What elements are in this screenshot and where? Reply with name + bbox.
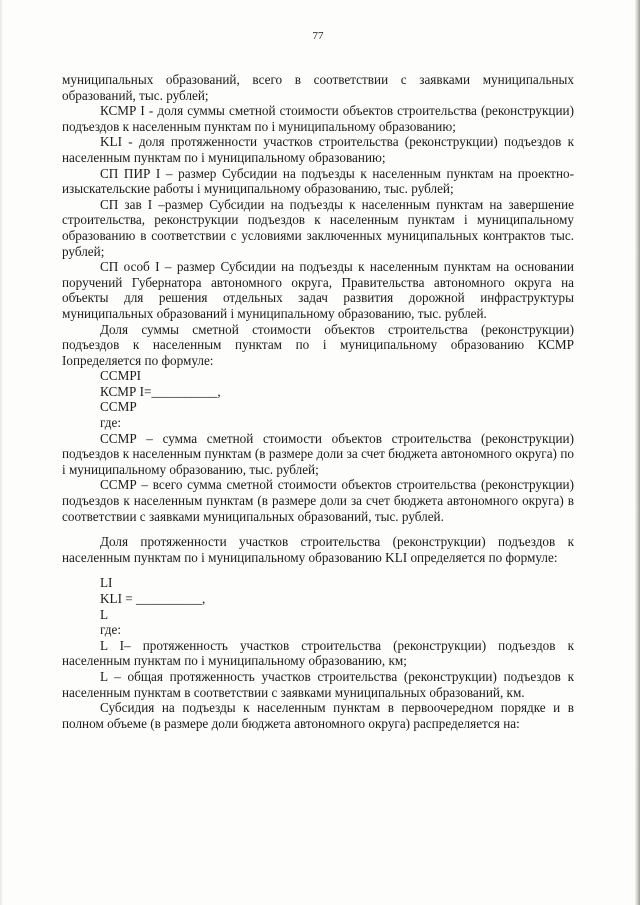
- formula-ksmr: [62, 368, 574, 430]
- definition-ssmr-i: ССМР – сумма сметной стоимости объектов строительства (реконструкции) подъездов к населенным пунктам (в размере доли за счет бюджета автономного округа) по i муниципальному образованию, тыс. рублей;: [62, 430, 574, 477]
- formula-intro-ksmr: Доля суммы сметной стоимости объектов строительства (реконструкции) подъездов к населенным пунктам по i муниципальному образованию КСМР Iопределяется по формуле:: [62, 321, 574, 368]
- spacer: [62, 524, 574, 534]
- definition-ksmr: КСМР I - доля суммы сметной стоимости объектов строительства (реконструкции) подъездов к населенным пунктам по i муниципальному образованию;: [62, 103, 574, 134]
- subsidy-distribution-intro: Субсидия на подъезды к населенным пунктам в первоочередном порядке и в полном объеме (в размере доли бюджета автономного округа) распределяется на:: [62, 700, 574, 731]
- page-number: 77: [312, 30, 324, 42]
- definition-l: L – общая протяженность участков строительства (реконструкции) подъездов к населенным пунктам в соответствии с заявками муниципальных образований, км.: [62, 668, 574, 700]
- definition-sp-osob: СП особ I – размер Субсидии на подъезды к населенным пунктам на основании поручений Губернатора автономного округа, Правительства автономного округа на объекты для решения отдельных задач развития дорожной инфраструктуры муниципальных образований i муниципальному образованию, тыс. рублей.: [62, 259, 574, 321]
- formula-kli-where: где:: [100, 622, 121, 638]
- definition-sp-zav: СП зав I –размер Субсидии на подъезды к населенным пунктам на завершение строительства, реконструкции подъездов к населенным пунктам i муниципальному образованию в соответствии с условиями заключенных муниципальных контрактов тыс. рублей;: [62, 196, 574, 259]
- definition-kli: KLI - доля протяженности участков строительства (реконструкции) подъездов к населенным пунктам по i муниципальному образованию;: [62, 134, 574, 165]
- formula-kli-lhs: KLI = __________,: [100, 591, 206, 606]
- definition-sp-pir: СП ПИР I – размер Субсидии на подъезды к населенным пунктам на проектно-изыскательские работы i муниципальному образованию, тыс. рублей;: [62, 165, 574, 197]
- formula-ksmr-where: где:: [100, 415, 121, 431]
- spacer: [62, 565, 574, 575]
- formula-ksmr-numerator: ССМРI: [100, 368, 142, 384]
- formula-kli: [62, 575, 574, 637]
- formula-ksmr-lhs: КСМР I=__________,: [100, 383, 221, 399]
- scan-left-edge: [0, 0, 3, 905]
- formula-ksmr-denominator: ССМР: [100, 399, 137, 415]
- document-body: [62, 72, 574, 731]
- formula-kli-numerator: LI: [100, 575, 113, 591]
- definition-li: L I– протяженность участков строительства (реконструкции) подъездов к населенным пунктам по i муниципальному образованию, км;: [62, 637, 574, 669]
- formula-kli-denominator: L: [100, 606, 109, 622]
- definition-ssmr-total: ССМР – всего сумма сметной стоимости объектов строительства (реконструкции) подъездов к населенным пунктам (в размере доли за счет бюджета автономного округа) в соответствии с заявками муниципальных образований, тыс. рублей.: [62, 477, 574, 524]
- scan-right-edge: [635, 0, 640, 905]
- formula-intro-kli: Доля протяженности участков строительства (реконструкции) подъездов к населенным пунктам по i муниципальному образованию KLI определяется по формуле:: [62, 534, 574, 565]
- paragraph-continuation: муниципальных образований, всего в соответствии с заявками муниципальных образований, тыс. рублей;: [62, 72, 574, 103]
